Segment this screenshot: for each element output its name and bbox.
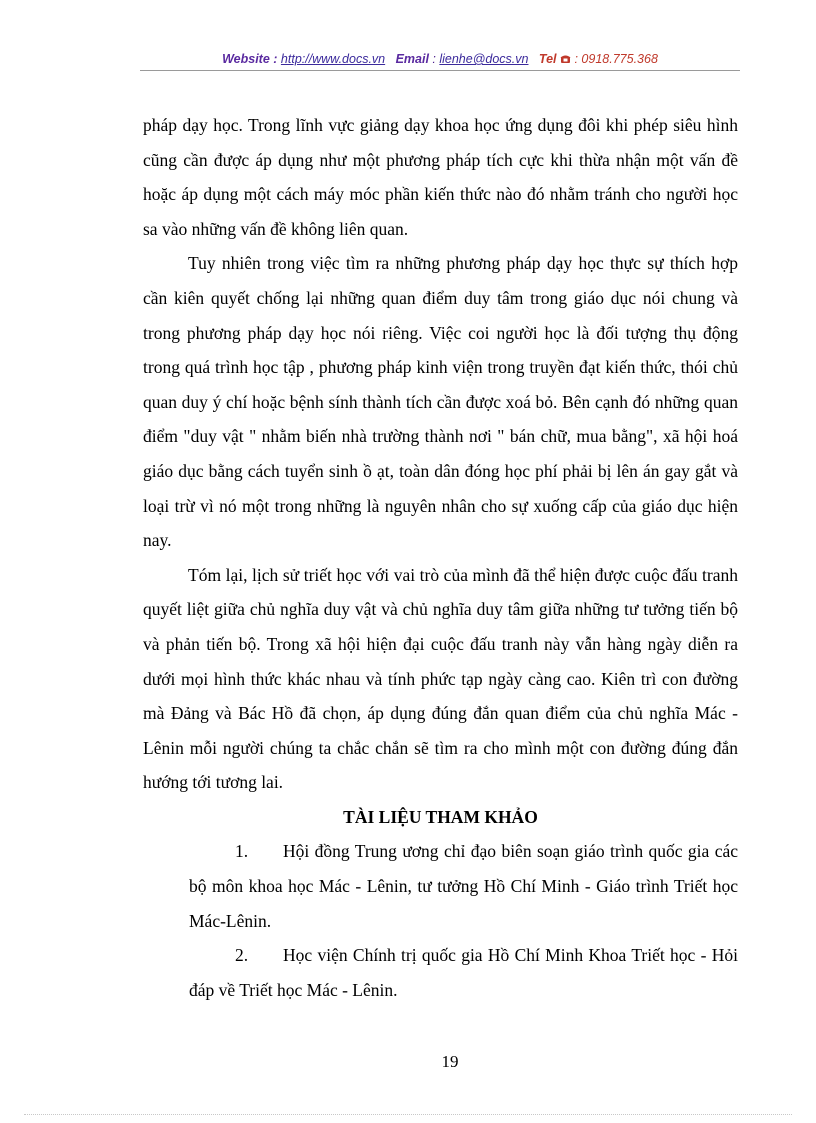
email-separator: : <box>428 52 440 66</box>
reference-item-2 <box>189 938 738 1007</box>
reference-item-1 <box>189 834 738 938</box>
email-link[interactable]: lienhe@docs.vn <box>439 52 529 66</box>
website-link[interactable]: http://www.docs.vn <box>280 52 386 66</box>
paragraph-2: Tuy nhiên trong việc tìm ra những phương pháp dạy học thực sự thích hợp cần kiên quyết chống lại những quan điểm duy tâm trong giáo dục nói chung và trong phương pháp dạy học nói riêng. Việc coi người học là đối tượng thụ động trong quá trình học tập , phương pháp kinh viện trong truyền đạt kiến thức, thói chủ quan duy ý chí hoặc bệnh sính thành tích cần được xoá bỏ. Bên cạnh đó những quan điểm "duy vật " nhằm biến nhà trường thành nơi " bán chữ, mua bằng", xã hội hoá giáo dục bằng cách tuyển sinh ồ ạt, toàn dân đóng học phí phải bị lên án gay gắt và loại trừ vì nó một trong những là nguyên nhân cho sự xuống cấp của giáo dục hiện nay. <box>143 253 738 551</box>
website-label: Website : <box>222 52 278 66</box>
reference-text: Hội đồng Trung ương chỉ đạo biên soạn giáo trình quốc gia các bộ môn khoa học Mác - Lênin, tư tưởng Hồ Chí Minh - Giáo trình Triết học Mác-Lênin. <box>189 841 738 931</box>
reference-number: 1. <box>235 841 249 862</box>
page-header <box>140 52 740 66</box>
page-number: 19 <box>441 1052 459 1071</box>
phone-number: : 0918.775.368 <box>574 52 658 66</box>
tel-label: Tel <box>538 52 557 66</box>
email-label: Email <box>395 52 429 66</box>
telephone-icon <box>560 52 571 66</box>
reference-text: Học viện Chính trị quốc gia Hồ Chí Minh Khoa Triết học - Hỏi đáp về Triết học Mác - Lênin. <box>189 945 738 1000</box>
document-body <box>143 108 738 1007</box>
paragraph-1: pháp dạy học. Trong lĩnh vực giảng dạy khoa học ứng dụng đôi khi phép siêu hình cũng cần được áp dụng như một phương pháp tích cực khi thừa nhận một vấn đề hoặc áp dụng một cách máy móc phần kiến thức nào đó nhằm tránh cho người học sa vào những vấn đề không liên quan. <box>143 115 738 239</box>
paragraph-3: Tóm lại, lịch sử triết học với vai trò của mình đã thể hiện được cuộc đấu tranh quyết liệt giữa chủ nghĩa duy vật và chủ nghĩa duy tâm giữa những tư tưởng tiến bộ và phản tiến bộ. Trong xã hội hiện đại cuộc đấu tranh này vẫn hàng ngày diễn ra dưới mọi hình thức khác nhau và tính phức tạp ngày càng cao. Kiên trì con đường mà Đảng và Bác Hồ đã chọn, áp dụng đúng đắn quan điểm của chủ nghĩa Mác - Lênin mỗi người chúng ta chắc chắn sẽ tìm ra cho mình một con đường đúng đắn hướng tới tương lai. <box>143 564 738 793</box>
references-heading: TÀI LIỆU THAM KHẢO <box>343 806 538 827</box>
reference-number: 2. <box>235 945 249 966</box>
bottom-divider <box>24 1114 792 1115</box>
header-divider <box>140 70 740 71</box>
